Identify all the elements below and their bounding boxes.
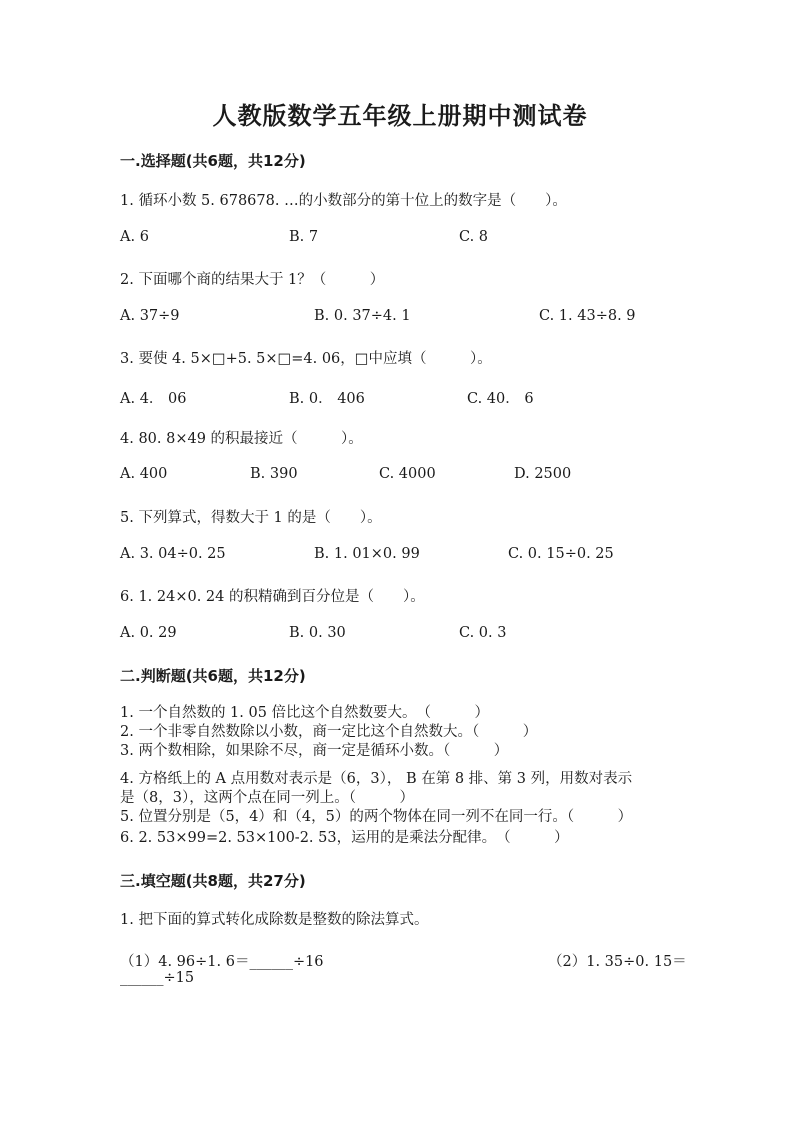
option-c: C. 0. 3 — [459, 625, 507, 641]
option-a: A. 4． 06 — [120, 391, 187, 407]
fill-blank-part-1: （1）4. 96÷1. 6＝______÷16 — [120, 954, 324, 970]
option-c: C. 40． 6 — [467, 391, 534, 407]
true-false-item: 6. 2. 53×99=2. 53×100-2. 53，运用的是乘法分配律。 （ ） — [120, 830, 569, 846]
question-text: 2. 下面哪个商的结果大于 1？（ ） — [120, 272, 385, 288]
fill-blank-part-2: （2）1. 35÷0. 15＝ — [548, 954, 687, 970]
question-text: 6. 1. 24×0. 24 的积精确到百分位是（ ）。 — [120, 589, 425, 605]
option-a: A. 0. 29 — [120, 625, 177, 641]
option-b: B. 0． 406 — [289, 391, 365, 407]
option-c: C. 4000 — [379, 466, 436, 482]
option-d: D. 2500 — [514, 466, 572, 482]
true-false-item-continued: 是（8，3），这两个点在同一列上。（ ） — [120, 790, 414, 806]
option-a: A. 37÷9 — [120, 308, 180, 324]
option-c: C. 1. 43÷8. 9 — [539, 308, 636, 324]
option-a: A. 3. 04÷0. 25 — [120, 546, 226, 562]
true-false-item: 3. 两个数相除，如果除不尽，商一定是循环小数。（ ） — [120, 743, 509, 759]
section-heading-choice: 一.选择题(共6题，共12分) — [120, 152, 306, 170]
option-a: A. 6 — [120, 229, 149, 245]
option-b: B. 7 — [289, 229, 319, 245]
section-heading-fill-blank: 三.填空题(共8题，共27分) — [120, 872, 306, 890]
section-heading-true-false: 二.判断题(共6题，共12分) — [120, 667, 306, 685]
option-a: A. 400 — [120, 466, 168, 482]
true-false-item: 2. 一个非零自然数除以小数，商一定比这个自然数大。（ ） — [120, 724, 538, 740]
question-text: 4. 80. 8×49 的积最接近（ ）。 — [120, 431, 363, 447]
page-title: 人教版数学五年级上册期中测试卷 — [212, 101, 588, 130]
option-b: B. 0. 30 — [289, 625, 346, 641]
question-text: 1. 循环小数 5. 678678. …的小数部分的第十位上的数字是（ ）。 — [120, 193, 567, 209]
option-b: B. 390 — [250, 466, 298, 482]
option-c: C. 0. 15÷0. 25 — [508, 546, 614, 562]
question-text: 1. 把下面的算式转化成除数是整数的除法算式。 — [120, 912, 429, 928]
option-b: B. 0. 37÷4. 1 — [314, 308, 411, 324]
option-b: B. 1. 01×0. 99 — [314, 546, 420, 562]
true-false-item: 4. 方格纸上的 A 点用数对表示是（6，3）， B 在第 8 排、第 3 列，用数对表示 — [120, 771, 633, 787]
fill-blank-part-2-continued: ______÷15 — [120, 970, 195, 986]
true-false-item: 1. 一个自然数的 1. 05 倍比这个自然数要大。 （ ） — [120, 705, 490, 721]
option-c: C. 8 — [459, 229, 489, 245]
true-false-item: 5. 位置分别是（5，4）和（4，5）的两个物体在同一列不在同一行。（ ） — [120, 809, 633, 825]
question-text: 5. 下列算式，得数大于 1 的是（ ）。 — [120, 510, 382, 526]
question-text: 3. 要使 4. 5×□+5. 5×□=4. 06，□中应填（ ）。 — [120, 351, 492, 367]
